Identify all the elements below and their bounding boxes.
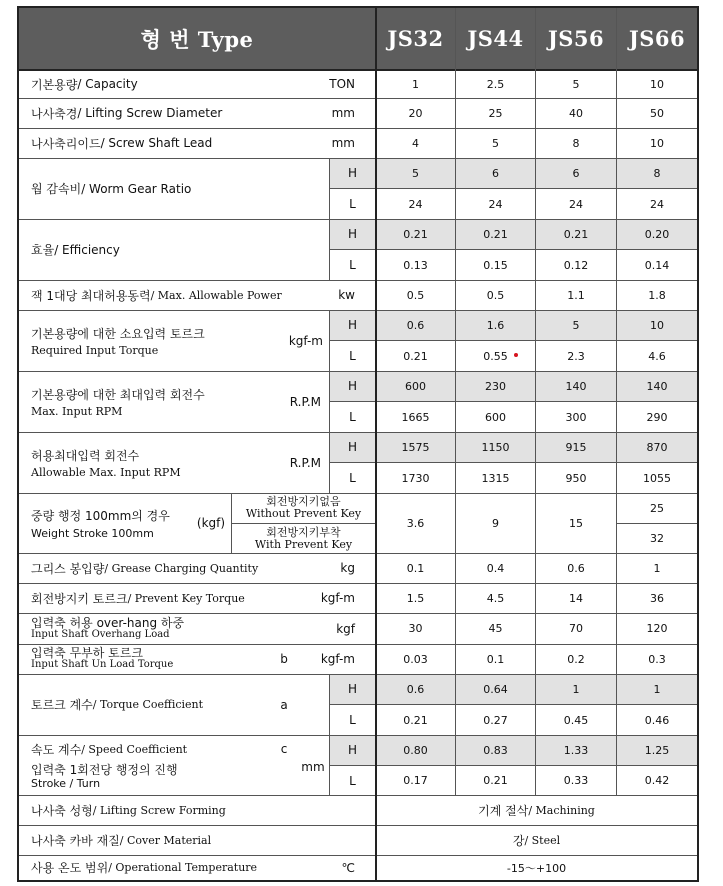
max-rpm-l: L xyxy=(349,410,356,424)
input-torque-h-js32: 0.6 xyxy=(406,318,425,332)
diameter-unit: mm xyxy=(331,106,355,120)
gear-ratio-label-ko: 웜 감속비 xyxy=(31,182,82,196)
torque-coeff-label-en: / Torque Coefficient xyxy=(92,698,204,711)
with-prevent-key-ko: 회전방지키부착 xyxy=(266,525,341,539)
prevent-torque-js66: 36 xyxy=(650,591,664,605)
allow-rpm-l-js32: 1730 xyxy=(401,471,430,485)
diameter-label-ko: 나사축경 xyxy=(31,106,78,121)
forming-value-en: / Machining xyxy=(528,803,595,817)
torque-coeff-h-js44: 0.64 xyxy=(483,682,508,696)
model-header-js44: JS44 xyxy=(467,26,524,51)
cover-value xyxy=(376,825,697,855)
diameter-js66: 50 xyxy=(650,106,664,120)
unload-torque-symbol: b xyxy=(280,652,288,666)
allow-rpm-h-js66: 870 xyxy=(646,440,668,454)
allow-rpm-h: H xyxy=(347,440,358,454)
without-prevent-key xyxy=(232,493,375,523)
input-torque-label-ko: 기본용량에 대한 소요입력 토르크 xyxy=(31,326,205,341)
max-power-label-en: / Max. Allowable Power xyxy=(150,288,282,302)
input-torque-unit: kgf-m xyxy=(288,333,323,348)
input-torque-l-js56: 2.3 xyxy=(567,349,585,363)
lead-js66: 10 xyxy=(650,136,664,150)
efficiency-l-js66: 0.14 xyxy=(644,258,670,272)
gear-ratio-label-en: / Worm Gear Ratio xyxy=(81,181,192,196)
weight-js56: 15 xyxy=(569,516,583,530)
grease-label-ko: 그리스 봉입량 xyxy=(31,561,105,576)
gear-ratio-label xyxy=(19,158,327,219)
max-rpm-label-ko: 기본용량에 대한 최대입력 회전수 xyxy=(31,387,205,402)
unload-torque-js66: 0.3 xyxy=(648,652,666,666)
speed-coeff-l-js66: 0.42 xyxy=(644,774,670,787)
torque-coeff-l: L xyxy=(349,713,356,727)
model-header-js32: JS32 xyxy=(387,26,444,51)
grease-unit: kg xyxy=(340,561,355,575)
overhang-js66: 120 xyxy=(646,622,668,635)
max-rpm-l-js32: 1665 xyxy=(401,410,430,424)
allow-rpm-label-ko: 허용최대입력 회전수 xyxy=(31,448,140,463)
capacity-js66: 10 xyxy=(650,77,664,91)
capacity-js44: 2.5 xyxy=(486,77,505,91)
efficiency-l-js44: 0.15 xyxy=(483,258,508,272)
max-rpm-h: H xyxy=(347,379,358,393)
model-header-js66: JS66 xyxy=(628,26,686,51)
lead-js44: 5 xyxy=(492,136,499,150)
max-rpm-h-js56: 140 xyxy=(565,379,587,393)
forming-label-ko: 나사축 성형 xyxy=(31,803,93,818)
capacity-js56: 5 xyxy=(572,77,580,91)
torque-coeff-l-js32: 0.21 xyxy=(403,713,428,727)
torque-coeff-h-js66: 1 xyxy=(653,682,661,696)
speed-coeff-label xyxy=(19,738,269,760)
forming-value xyxy=(376,795,697,825)
capacity-label-ko: 기본용량 xyxy=(31,77,78,92)
torque-coeff-symbol: a xyxy=(280,697,288,712)
overhang-js44: 45 xyxy=(488,622,503,635)
lead-js32: 4 xyxy=(412,136,419,150)
forming-label xyxy=(19,795,375,825)
overhang-label-en: Input Shaft Overhang Load xyxy=(31,628,170,640)
stroke-per-turn-label xyxy=(19,761,269,793)
gear-ratio-h-js66: 8 xyxy=(653,166,661,180)
input-torque-h-js66: 10 xyxy=(650,318,664,332)
grease-js32: 0.1 xyxy=(406,561,425,575)
speed-coeff-h-js56: 1.33 xyxy=(563,743,589,757)
torque-coeff-label xyxy=(19,674,269,735)
grease-js44: 0.4 xyxy=(486,561,505,575)
allow-rpm-label-en: Allowable Max. Input RPM xyxy=(31,465,181,479)
prevent-torque-unit: kgf-m xyxy=(320,591,355,605)
with-prevent-key-en: With Prevent Key xyxy=(254,537,353,551)
efficiency-h: H xyxy=(347,227,358,241)
input-torque-h-js56: 5 xyxy=(572,318,580,332)
unload-torque-js44: 0.1 xyxy=(486,652,505,666)
max-rpm-label xyxy=(19,371,269,432)
unload-torque-js32: 0.03 xyxy=(403,652,428,666)
diameter-label-en: / Lifting Screw Diameter xyxy=(77,106,223,120)
unload-torque-label xyxy=(19,644,269,674)
allow-rpm-h-js32: 1575 xyxy=(401,440,430,454)
with-prevent-key xyxy=(232,524,375,553)
efficiency-label xyxy=(19,219,327,280)
temperature-label-en: / Operational Temperature xyxy=(108,861,258,874)
gear-ratio-l-js66: 24 xyxy=(650,197,664,211)
temperature-label-ko: 사용 온도 범위 xyxy=(31,861,109,875)
weight-js66-without: 25 xyxy=(650,501,664,515)
input-torque-l-js66: 4.6 xyxy=(648,349,666,363)
speed-coeff-h: H xyxy=(347,743,358,757)
unload-torque-unit: kgf-m xyxy=(320,652,355,666)
unload-torque-label-ko: 입력축 무부하 토르크 xyxy=(31,646,143,660)
max-power-js32: 0.5 xyxy=(406,288,425,302)
input-torque-label-en: Required Input Torque xyxy=(31,343,159,357)
gear-ratio-h: H xyxy=(347,166,358,180)
lead-unit: mm xyxy=(331,136,355,150)
spec-table xyxy=(17,6,699,882)
overhang-js32: 30 xyxy=(408,622,423,635)
max-rpm-l-js66: 290 xyxy=(646,410,668,424)
speed-coeff-h-js32: 0.80 xyxy=(403,743,428,757)
torque-coeff-h-js32: 0.6 xyxy=(406,682,425,696)
gear-ratio-l-js32: 24 xyxy=(408,197,423,211)
weight-js44: 9 xyxy=(492,516,499,530)
gear-ratio-l-js44: 24 xyxy=(488,197,503,211)
efficiency-label-en: / Efficiency xyxy=(54,242,120,257)
max-rpm-label-en: Max. Input RPM xyxy=(31,404,123,418)
weight-js32: 3.6 xyxy=(406,516,425,530)
gear-ratio-h-js32: 5 xyxy=(412,166,419,180)
prevent-torque-label-ko: 회전방지키 토르크 xyxy=(31,591,128,606)
diameter-js32: 20 xyxy=(408,106,423,120)
gear-ratio-h-js56: 6 xyxy=(572,166,580,180)
temperature-value: -15～+100 xyxy=(506,861,567,875)
input-torque-l-js44: 0.55 xyxy=(483,349,508,363)
torque-coeff-label-ko: 토르크 계수 xyxy=(31,698,93,712)
max-rpm-l-js56: 300 xyxy=(565,410,587,424)
max-rpm-h-js32: 600 xyxy=(405,379,426,393)
efficiency-h-js32: 0.21 xyxy=(403,227,428,241)
speed-coeff-l-js56: 0.33 xyxy=(563,774,589,787)
input-torque-label xyxy=(19,310,269,371)
efficiency-label-ko: 효율 xyxy=(31,243,55,257)
model-header-js56: JS56 xyxy=(547,26,605,51)
allow-rpm-h-js56: 915 xyxy=(565,440,587,454)
input-torque-l: L xyxy=(349,349,356,363)
speed-coeff-unit: mm xyxy=(301,760,325,774)
allow-rpm-label xyxy=(19,432,269,493)
weight-label-en: Weight Stroke 100mm xyxy=(31,526,154,540)
allow-rpm-l-js66: 1055 xyxy=(643,471,671,485)
prevent-torque-label-en: / Prevent Key Torque xyxy=(127,591,245,605)
max-rpm-h-js66: 140 xyxy=(646,379,668,393)
weight-label xyxy=(19,493,199,553)
max-power-js44: 0.5 xyxy=(486,288,505,302)
unload-torque-label-en: Input Shaft Un Load Torque xyxy=(31,659,174,670)
grease-js66: 1 xyxy=(653,561,661,575)
torque-coeff-h-js56: 1 xyxy=(572,682,580,696)
max-power-js66: 1.8 xyxy=(648,288,666,302)
speed-coeff-l: L xyxy=(349,773,356,788)
weight-js66-with: 32 xyxy=(650,532,664,545)
speed-coeff-symbol: c xyxy=(280,742,288,756)
gear-ratio-h-js44: 6 xyxy=(492,166,499,180)
grease-js56: 0.6 xyxy=(567,561,585,575)
torque-coeff-h: H xyxy=(347,682,358,696)
torque-coeff-l-js66: 0.46 xyxy=(644,713,670,727)
stroke-per-turn-label-ko: 입력축 1회전당 행정의 진행 xyxy=(31,763,178,777)
efficiency-l-js56: 0.12 xyxy=(563,258,589,272)
allow-rpm-l-js56: 950 xyxy=(565,471,587,485)
speed-coeff-l-js32: 0.17 xyxy=(403,774,428,787)
without-prevent-key-ko: 회전방지키없음 xyxy=(266,495,341,508)
gear-ratio-l-js56: 24 xyxy=(569,197,583,211)
input-torque-h-js44: 1.6 xyxy=(486,318,505,332)
cover-label-ko: 나사축 카바 재질 xyxy=(31,833,120,848)
stroke-per-turn-label-en: Stroke / Turn xyxy=(31,777,101,790)
cover-label xyxy=(19,825,375,855)
efficiency-l-js32: 0.13 xyxy=(403,258,428,272)
max-rpm-h-js44: 230 xyxy=(485,379,506,393)
allow-rpm-h-js44: 1150 xyxy=(481,440,510,454)
lead-label-ko: 나사축리이드 xyxy=(31,136,101,151)
lead-label-en: / Screw Shaft Lead xyxy=(100,136,213,150)
weight-unit: (kgf) xyxy=(196,516,226,530)
diameter-js56: 40 xyxy=(569,106,583,120)
overhang-label-ko: 입력축 허용 over-hang 하중 xyxy=(31,615,185,630)
diameter-js44: 25 xyxy=(488,106,503,120)
max-power-js56: 1.1 xyxy=(567,288,585,302)
efficiency-h-js44: 0.21 xyxy=(483,227,508,241)
prevent-torque-js44: 4.5 xyxy=(486,591,505,605)
cover-value-ko: 강 xyxy=(512,833,525,848)
lead-js56: 8 xyxy=(572,136,580,150)
max-power-label-ko: 잭 1대당 최대허용동력 xyxy=(31,288,151,303)
speed-coeff-h-js66: 1.25 xyxy=(644,743,670,757)
temperature-unit: ℃ xyxy=(341,860,355,875)
efficiency-h-js56: 0.21 xyxy=(563,227,589,241)
prevent-torque-js32: 1.5 xyxy=(406,591,425,605)
type-header: 형 번 Type xyxy=(140,26,254,52)
efficiency-l: L xyxy=(349,258,356,272)
speed-coeff-l-js44: 0.21 xyxy=(483,774,508,787)
input-torque-h: H xyxy=(347,318,358,332)
allow-rpm-l: L xyxy=(349,471,356,485)
torque-coeff-l-js44: 0.27 xyxy=(483,713,508,727)
allow-rpm-l-js44: 1315 xyxy=(481,471,510,485)
speed-coeff-label-ko: 속도 계수 xyxy=(31,742,82,757)
unload-torque-js56: 0.2 xyxy=(567,652,585,666)
red-dot-marker xyxy=(514,353,518,357)
efficiency-h-js66: 0.20 xyxy=(644,227,670,241)
forming-label-en: / Lifting Screw Forming xyxy=(92,803,226,817)
allow-rpm-unit: R.P.M xyxy=(289,455,321,470)
max-power-unit: kw xyxy=(338,288,355,302)
max-rpm-l-js44: 600 xyxy=(485,410,506,424)
speed-coeff-h-js44: 0.83 xyxy=(483,743,508,757)
speed-coeff-label-en: / Speed Coefficient xyxy=(81,742,188,756)
capacity-js32: 1 xyxy=(412,77,419,91)
gear-ratio-l: L xyxy=(349,197,356,211)
overhang-unit: kgf xyxy=(336,621,355,636)
capacity-label-en: / Capacity xyxy=(77,77,138,91)
forming-value-ko: 기계 절삭 xyxy=(478,803,529,818)
prevent-torque-js56: 14 xyxy=(569,591,583,605)
overhang-js56: 70 xyxy=(569,622,583,635)
torque-coeff-l-js56: 0.45 xyxy=(563,713,589,727)
max-rpm-unit: R.P.M xyxy=(289,394,321,409)
capacity-unit: TON xyxy=(329,77,355,91)
without-prevent-key-en: Without Prevent Key xyxy=(245,507,362,520)
cover-value-en: / Steel xyxy=(524,833,561,847)
weight-label-ko: 중량 행정 100mm의 경우 xyxy=(31,508,170,523)
cover-label-en: / Cover Material xyxy=(119,833,212,847)
grease-label-en: / Grease Charging Quantity xyxy=(104,561,259,575)
input-torque-l-js32: 0.21 xyxy=(403,349,428,363)
